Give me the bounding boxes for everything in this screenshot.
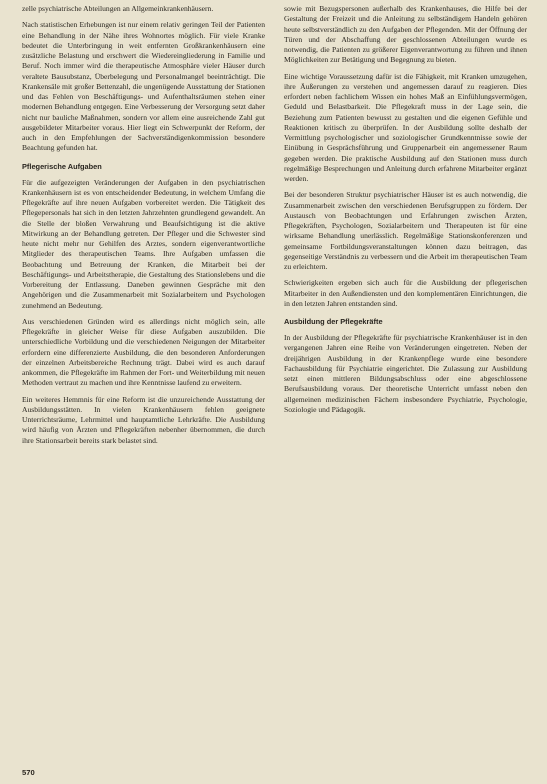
paragraph: Aus verschiedenen Gründen wird es allerdings nicht möglich sein, alle Pflegekräfte in gleicher Weise für diese Aufgaben auszubilden. Die unterschiedliche Vorbildung und die verschiedenen Neigungen der Mitarbeiter erfordern eine differenzierte Ausbildung, die den besonderen Anforderungen der einzelnen Arbeitsbereiche Rechnung trägt. Dabei wird es auch darauf ankommen, die Pflegekräfte im Rahmen der Fort- und Weiterbildung mit neuen Methoden vertraut zu machen und ihre Kenntnisse laufend zu erweitern. [22, 316, 265, 388]
section-heading: Pflegerische Aufgaben [22, 161, 102, 171]
paragraph: sowie mit Bezugspersonen außerhalb des Krankenhauses, die Hilfe bei der Gestaltung der Freizeit und die Anleitung zu selbständigem Handeln gehören heute selbstverständlich zu den Aufgaben der Pflegenden. Mit der Öffnung der Türen und der Abschaffung der geschlossenen Abteilungen wurde es notwendig, die Patienten zu größerer Eigenverantwortung zu führen und ihnen Möglichkeiten zur Betätigung und Begegnung zu bieten. [284, 4, 527, 65]
paragraph: Schwierigkeiten ergeben sich auch für die Ausbildung der pflegerischen Mitarbeiter in den Außendiensten und den komplementären Einrichtungen, die in den letzten Jahren entstanden sind. [284, 278, 527, 308]
paragraph: Nach statistischen Erhebungen ist nur einem relativ geringen Teil der Patienten eine Behandlung in der Nähe ihres Wohnortes möglich. Für viele Kranke bedeutet die Unterbringung in weit entfernten Großkrankenhäusern eine zusätzliche Belastung und erschwert die Wiedereingliederung in Familie und Beruf. Noch immer wird die therapeutische Atmosphäre vieler Häuser durch veraltete Bausubstanz, Überbelegung und Personalmangel beeinträchtigt. Die Krankensäle mit großer Bettenzahl, die ungenügende Ausstattung der Stationen und das Fehlen von Beschäftigungs- und Aufenthaltsräumen stehen einer modernen Behandlung entgegen. Eine Verbesserung der Versorgung setzt daher nicht nur bauliche Maßnahmen, sondern vor allem eine ausreichende Zahl gut ausgebildeter Mitarbeiter voraus. Hier liegt ein Schwerpunkt der Reform, der auch in den Empfehlungen der Sachverständigenkommission besondere Beachtung gefunden hat. [22, 20, 265, 153]
section-heading: Ausbildung der Pflegekräfte [284, 317, 383, 326]
paragraph: zelle psychiatrische Abteilungen an Allgemeinkrankenhäusern. [22, 4, 214, 13]
page-number: 570 [22, 768, 35, 777]
paragraph: Bei der besonderen Struktur psychiatrischer Häuser ist es auch notwendig, die Zusammenarbeit zwischen den verschiedenen Berufsgruppen zu fördern. Der Austausch von Beobachtungen und Erfahrungen zwischen Ärzten, Pflegekräften, Psychologen, Sozialarbeitern und Therapeuten ist für eine wirksame Behandlung unerlässlich. Regelmäßige Stationskonferenzen und gemeinsame Fortbildungsveranstaltungen können dazu beitragen, das gegenseitige Verständnis zu verbessern und die Arbeit im therapeutischen Team zu erleichtern. [284, 190, 527, 271]
paragraph: Für die aufgezeigten Veränderungen der Aufgaben in den psychiatrischen Krankenhäusern ist es von entscheidender Bedeutung, in welchem Umfang die Pflegekräfte auf ihre neuen Aufgaben vorbereitet werden. Die Tätigkeit des Pflegepersonals hat sich in den letzten Jahrzehnten grundlegend gewandelt. An die Stelle der bloßen Verwahrung und Beaufsichtigung ist die aktive Mitwirkung an der Behandlung getreten. Der Pfleger und die Schwester sind heute nicht mehr nur Gehilfen des Arztes, sondern eigenverantwortliche Mitglieder des therapeutischen Teams. Ihre Aufgaben umfassen die Beobachtung und Betreuung der Kranken, die Mitarbeit bei der Beschäftigungs- und Arbeitstherapie, die Gestaltung des Stationslebens und die Vorbereitung der Entlassung. Daneben gewinnen Gespräche mit den Angehörigen und die Zusammenarbeit mit Sozialarbeitern und Psychologen zunehmend an Bedeutung. [22, 177, 265, 310]
paragraph: Eine wichtige Voraussetzung dafür ist die Fähigkeit, mit Kranken umzugehen, ihre Äußerungen zu verstehen und angemessen darauf zu reagieren. Dies erfordert neben fachlichem Wissen ein hohes Maß an Einfühlungsvermögen, Geduld und Belastbarkeit. Die Pflegekraft muss in der Lage sein, die Beziehung zum Patienten bewusst zu gestalten und die eigenen Gefühle und Reaktionen kritisch zu überprüfen. In der Ausbildung sollte deshalb der Vermittlung psychologischer und soziologischer Grundkenntnisse sowie der Einübung in Gesprächsführung und Gruppenarbeit ein angemessener Raum gegeben werden. Die praktische Ausbildung auf den Stationen muss durch regelmäßige Besprechungen und Anleitung durch erfahrene Mitarbeiter ergänzt werden. [284, 71, 527, 183]
left-column [22, 4, 265, 762]
paragraph: In der Ausbildung der Pflegekräfte für psychiatrische Krankenhäuser ist in den vergangenen Jahren eine Reihe von Veränderungen eingetreten. Neben der dreijährigen Ausbildung in der Krankenpflege wurde eine besondere Fachausbildung für Psychiatrie eingerichtet. Die Zulassung zur Ausbildung setzt einen mittleren Bildungsabschluss oder eine abgeschlossene Berufsausbildung voraus. Der theoretische Unterricht umfasst neben den allgemeinen medizinischen Fächern insbesondere Psychiatrie, Psychologie, Soziologie und Pädagogik. [284, 333, 527, 414]
paragraph: Ein weiteres Hemmnis für eine Reform ist die unzureichende Ausstattung der Ausbildungsstätten. In vielen Krankenhäusern fehlen geeignete Unterrichtsräume, Lehrmittel und hauptamtliche Lehrkräfte. Die Ausbildung wird häufig von Ärzten und Pflegekräften nebenher übernommen, die durch ihre Stationsarbeit bereits stark belastet sind. [22, 394, 265, 445]
right-column [284, 4, 527, 770]
